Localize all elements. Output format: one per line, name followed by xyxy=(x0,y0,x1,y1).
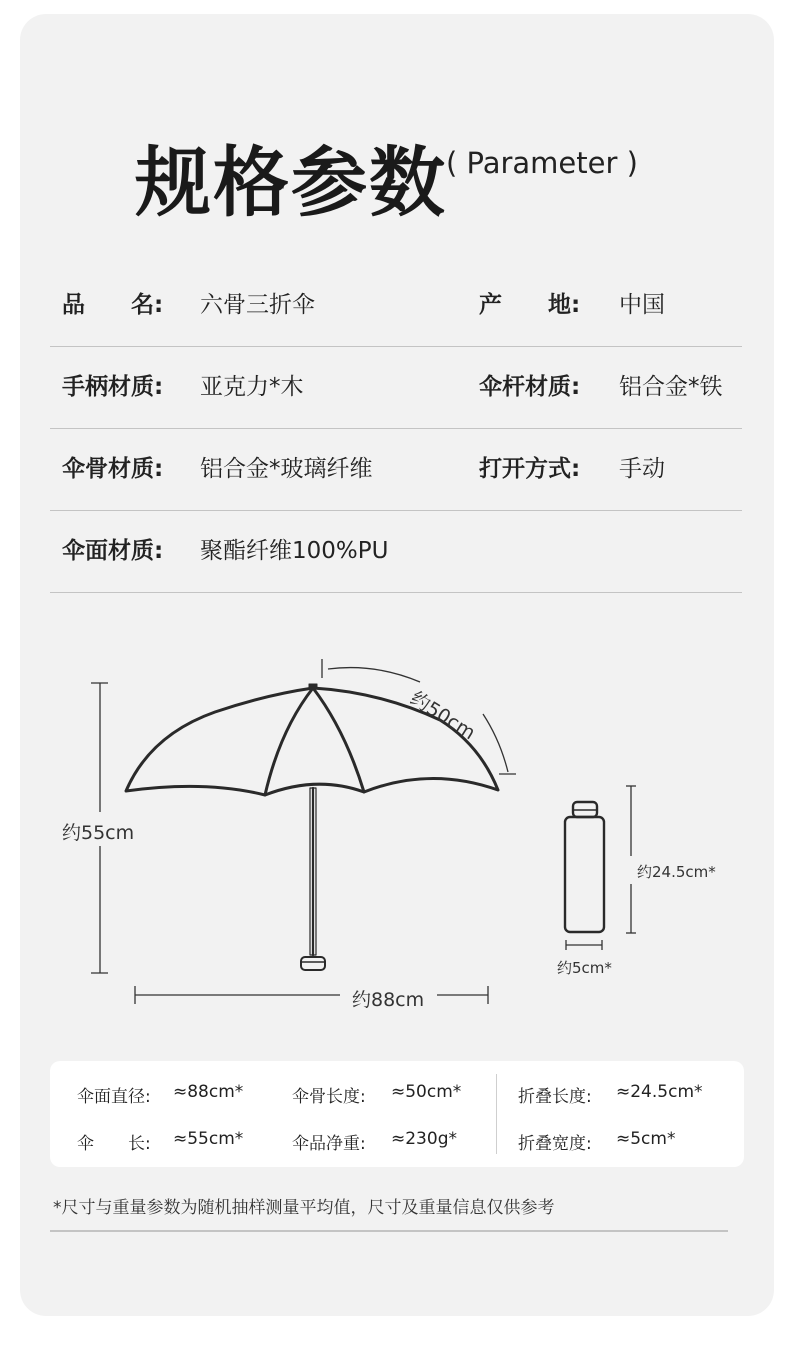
param-label: 品 名: xyxy=(62,292,164,318)
spec-value: ≈24.5cm* xyxy=(616,1082,703,1102)
param-value: 聚酯纤维100%PU xyxy=(200,538,389,564)
param-label: 伞骨材质: xyxy=(62,456,164,482)
param-value: 铝合金*玻璃纤维 xyxy=(200,456,373,482)
folded-width-label: 约5cm* xyxy=(557,959,612,977)
open-width-label: 约88cm xyxy=(352,989,425,1011)
disclaimer-note: *尺寸与重量参数为随机抽样测量平均值，尺寸及重量信息仅供参考 xyxy=(53,1198,555,1218)
spec-value: ≈230g* xyxy=(391,1129,457,1149)
folded-length-label: 约24.5cm* xyxy=(637,863,716,881)
spec-label: 伞 长: xyxy=(77,1134,151,1154)
param-label: 伞杆材质: xyxy=(479,374,581,400)
param-value: 手动 xyxy=(619,456,665,482)
spec-label: 折叠长度: xyxy=(518,1087,592,1107)
page-subtitle: ( Parameter ) xyxy=(446,146,638,180)
param-label: 伞面材质: xyxy=(62,538,164,564)
spec-value: ≈50cm* xyxy=(391,1082,462,1102)
rib-length-label: 约50cm xyxy=(406,687,480,745)
spec-label: 伞面直径: xyxy=(77,1087,151,1107)
folded-umbrella-icon xyxy=(565,802,604,932)
spec-summary-box xyxy=(50,1061,744,1167)
dimension-lines xyxy=(91,659,636,1004)
param-label: 打开方式: xyxy=(479,456,581,482)
spec-label: 折叠宽度: xyxy=(518,1134,592,1154)
param-value: 铝合金*铁 xyxy=(619,374,723,400)
spec-value: ≈5cm* xyxy=(616,1129,676,1149)
spec-value: ≈55cm* xyxy=(173,1129,244,1149)
spec-label: 伞品净重: xyxy=(292,1134,366,1154)
spec-label: 伞骨长度: xyxy=(292,1087,366,1107)
param-label: 手柄材质: xyxy=(62,374,164,400)
param-value: 亚克力*木 xyxy=(200,374,304,400)
divider xyxy=(496,1074,497,1154)
spec-value: ≈88cm* xyxy=(173,1082,244,1102)
param-label: 产 地: xyxy=(479,292,581,318)
open-height-label: 约55cm xyxy=(62,822,135,844)
param-value: 六骨三折伞 xyxy=(200,292,315,318)
page-title: 规格参数 xyxy=(135,138,447,227)
divider xyxy=(50,1230,728,1232)
param-value: 中国 xyxy=(619,292,665,318)
